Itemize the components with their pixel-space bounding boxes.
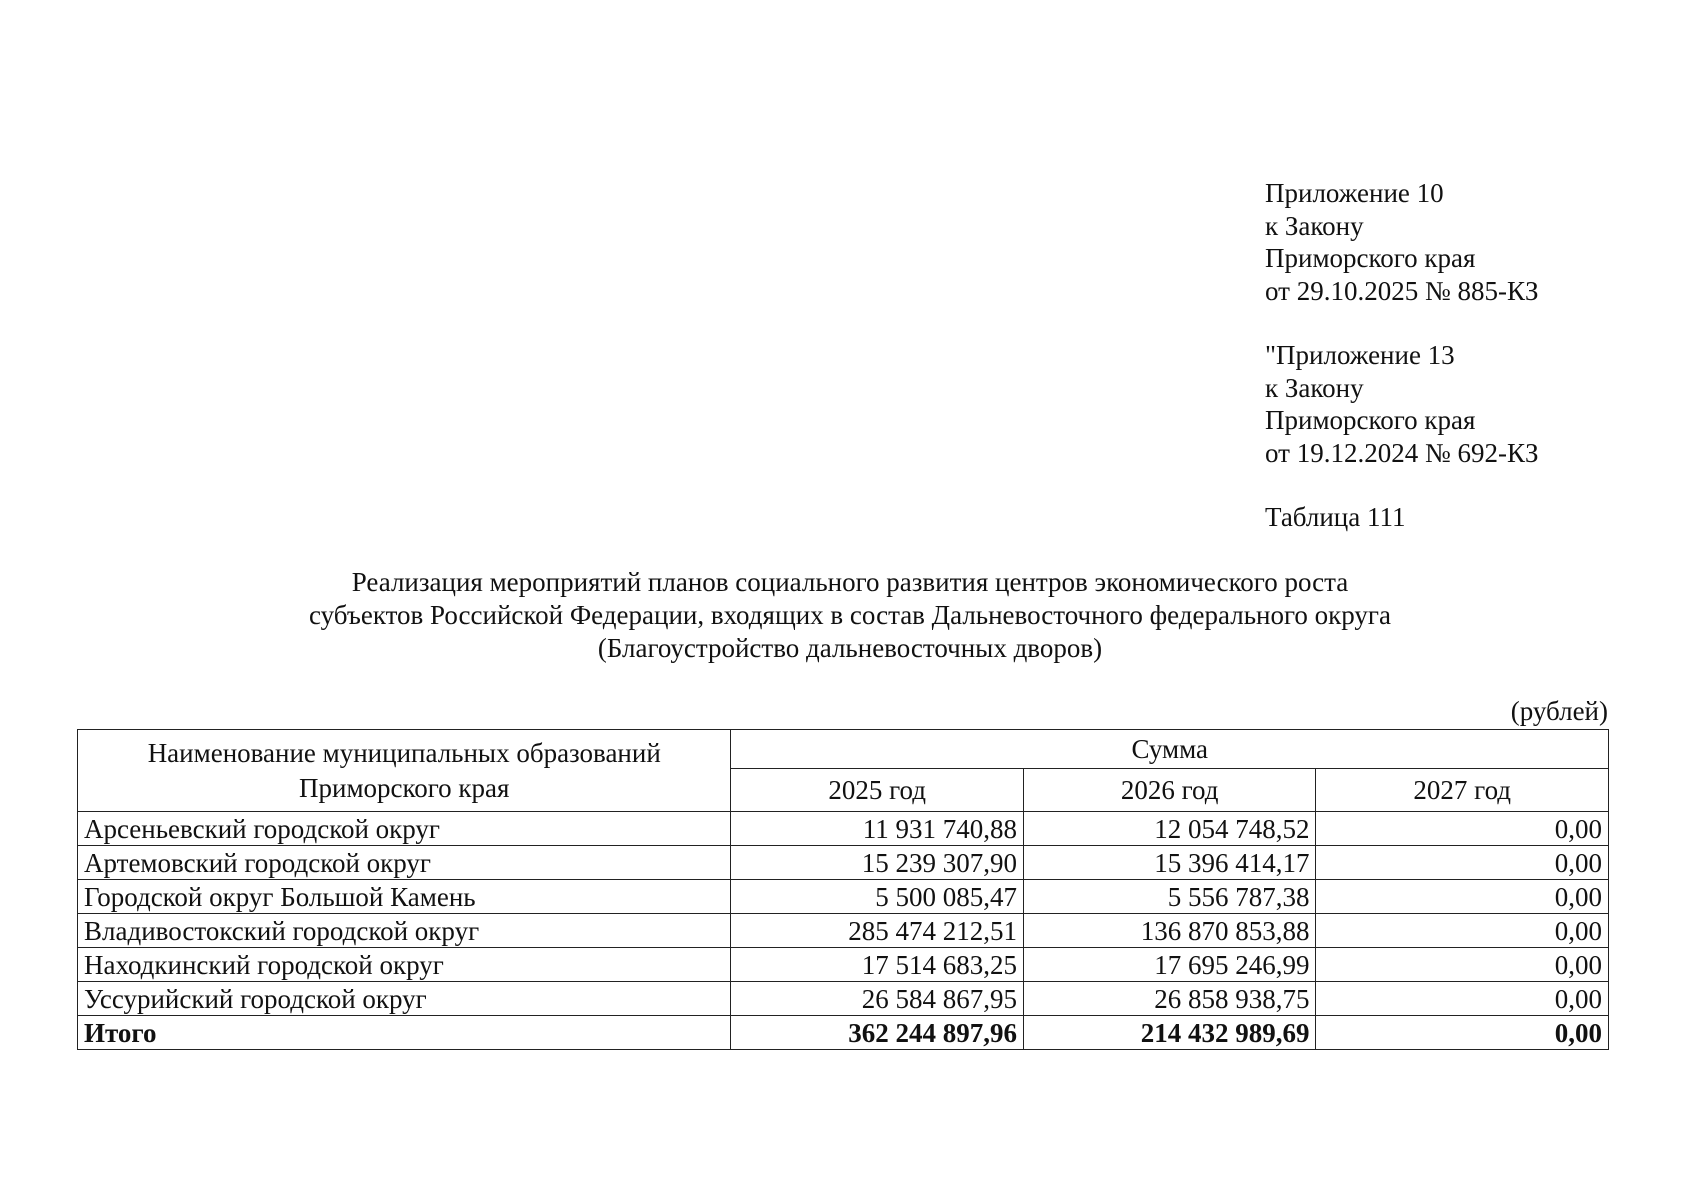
municipality-column-header xyxy=(78,730,731,812)
amount-2025: 17 514 683,25 xyxy=(731,948,1024,982)
title-line: Реализация мероприятий планов социального развития центров экономического роста xyxy=(351,567,1349,597)
municipality-name: Артемовский городской округ xyxy=(78,846,731,880)
total-2025: 362 244 897,96 xyxy=(731,1016,1024,1050)
amount-2026: 26 858 938,75 xyxy=(1023,982,1316,1016)
header-name-line: Приморского края xyxy=(299,772,510,803)
amount-2026: 12 054 748,52 xyxy=(1023,812,1316,846)
amount-2026: 15 396 414,17 xyxy=(1023,846,1316,880)
municipality-name: Городской округ Большой Камень xyxy=(78,880,731,914)
municipality-name: Арсеньевский городской округ xyxy=(78,812,731,846)
sum-column-header: Сумма xyxy=(731,730,1609,769)
municipality-name: Находкинский городской округ xyxy=(78,948,731,982)
appendix-13-line: к Закону xyxy=(1265,372,1364,403)
amount-2025: 11 931 740,88 xyxy=(731,812,1024,846)
appendix-10-header xyxy=(1265,177,1538,307)
units-label: (рублей) xyxy=(1510,696,1608,726)
amount-2027: 0,00 xyxy=(1316,812,1609,846)
amount-2026: 17 695 246,99 xyxy=(1023,948,1316,982)
amount-2026: 5 556 787,38 xyxy=(1023,880,1316,914)
appendix-13-line: от 19.12.2024 № 692-КЗ xyxy=(1265,437,1539,468)
amount-2027: 0,00 xyxy=(1316,846,1609,880)
total-label: Итого xyxy=(78,1016,731,1050)
year-2025-header: 2025 год xyxy=(731,769,1024,812)
appendix-10-line: Приморского края xyxy=(1265,243,1476,273)
table-row xyxy=(78,846,1609,880)
amount-2025: 26 584 867,95 xyxy=(731,982,1024,1016)
table-number: Таблица 111 xyxy=(1265,502,1406,532)
appendix-13-line: Приморского края xyxy=(1265,405,1476,435)
amount-2027: 0,00 xyxy=(1316,880,1609,914)
table-row xyxy=(78,880,1609,914)
amount-2026: 136 870 853,88 xyxy=(1023,914,1316,948)
amount-2025: 15 239 307,90 xyxy=(731,846,1024,880)
amount-2025: 5 500 085,47 xyxy=(731,880,1024,914)
year-2026-header: 2026 год xyxy=(1023,769,1316,812)
title-line: субъектов Российской Федерации, входящих в состав Дальневосточного федерального округа xyxy=(309,600,1391,630)
amount-2025: 285 474 212,51 xyxy=(731,914,1024,948)
appendix-13-header xyxy=(1265,339,1538,469)
amount-2027: 0,00 xyxy=(1316,982,1609,1016)
appendix-13-line: "Приложение 13 xyxy=(1265,340,1455,370)
table-row xyxy=(78,948,1609,982)
municipality-name: Владивостокский городской округ xyxy=(78,914,731,948)
amount-2027: 0,00 xyxy=(1316,948,1609,982)
total-2027: 0,00 xyxy=(1316,1016,1609,1050)
municipality-name: Уссурийский городской округ xyxy=(78,982,731,1016)
appendix-10-line: к Закону xyxy=(1265,210,1364,241)
amount-2027: 0,00 xyxy=(1316,914,1609,948)
table-total-row xyxy=(78,1016,1609,1050)
year-2027-header: 2027 год xyxy=(1316,769,1609,812)
total-2026: 214 432 989,69 xyxy=(1023,1016,1316,1050)
table-header-row xyxy=(78,730,1609,769)
budget-table xyxy=(77,729,1609,1050)
table-row xyxy=(78,982,1609,1016)
header-name-line: Наименование муниципальных образований xyxy=(147,737,661,768)
table-row xyxy=(78,812,1609,846)
document-title xyxy=(180,566,1520,665)
title-line: (Благоустройство дальневосточных дворов) xyxy=(597,633,1103,663)
table-row xyxy=(78,914,1609,948)
appendix-10-line: от 29.10.2025 № 885-КЗ xyxy=(1265,275,1539,306)
appendix-10-line: Приложение 10 xyxy=(1265,178,1444,208)
